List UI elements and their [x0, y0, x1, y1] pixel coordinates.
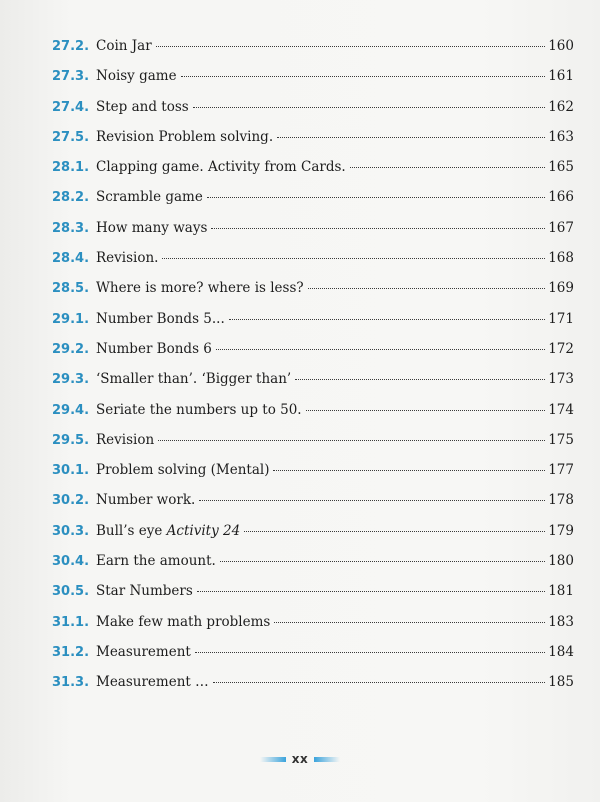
toc-entry-page: 160: [548, 38, 574, 54]
dot-leader: [197, 591, 545, 592]
toc-entry-number: 29.5.: [52, 432, 90, 448]
toc-entry-number: 29.1.: [52, 311, 90, 327]
dot-leader: [274, 622, 545, 623]
toc-entry-title: [96, 38, 152, 54]
toc-entry-page: 169: [548, 280, 574, 297]
toc-entry-title-text: Make few math problems: [96, 613, 271, 630]
toc-entry-title: [96, 583, 193, 599]
toc-entry-number: 28.4.: [52, 251, 90, 267]
toc-entry-title-text: Revision: [96, 431, 155, 448]
toc-entry-number: 30.4.: [52, 554, 90, 570]
toc-entry: [52, 523, 574, 553]
toc-entry-page: 166: [548, 189, 574, 206]
toc-entry-number: 30.1.: [52, 463, 90, 479]
page-footer: [0, 752, 600, 766]
dot-leader: [220, 561, 545, 562]
footer-bar-left: [260, 757, 286, 762]
dot-leader: [199, 500, 545, 501]
toc-entry-title: [96, 311, 225, 327]
toc-entry-title-text: Measurement …: [96, 674, 209, 691]
toc-entry: [52, 644, 574, 674]
toc-entry-title-text: How many ways: [96, 219, 208, 236]
toc-entry-title-text: Number work.: [96, 492, 196, 509]
page-number: xx: [291, 752, 309, 766]
toc-entry: [52, 492, 574, 522]
toc-entry-page: 178: [548, 492, 574, 509]
toc-entry: [52, 311, 574, 341]
toc-entry-title: [96, 99, 189, 115]
toc-entry-page: 165: [548, 159, 574, 176]
toc-entry-title: [96, 523, 240, 539]
toc-entry-title: [96, 189, 203, 205]
dot-leader: [211, 228, 545, 229]
toc-entry-page: 175: [548, 431, 574, 448]
toc-entry: [52, 129, 574, 159]
toc-entry-number: 27.4.: [52, 99, 90, 115]
toc-entry-page: 173: [548, 371, 574, 388]
toc-entry: [52, 99, 574, 129]
toc-entry: [52, 250, 574, 280]
toc-entry-title-italic: Activity 24: [166, 522, 241, 539]
toc-entry-title-text: Seriate the numbers up to 50.: [96, 401, 302, 418]
dot-leader: [193, 107, 546, 108]
toc-entry-number: 28.3.: [52, 220, 90, 236]
toc-entry-title: [96, 553, 216, 569]
toc-entry-title: [96, 614, 270, 630]
toc-entry-title: [96, 492, 195, 508]
toc-entry-title-text: Where is more? where is less?: [96, 280, 304, 297]
dot-leader: [195, 652, 545, 653]
toc-entry-title-text: Problem solving (Mental): [96, 462, 270, 479]
toc-entry-number: 28.5.: [52, 281, 90, 297]
toc-entry-number: 27.5.: [52, 129, 90, 145]
toc-entry-page: 161: [548, 68, 574, 85]
toc-entry: [52, 371, 574, 401]
toc-entry-title: [96, 462, 269, 478]
toc-entry-page: 174: [548, 401, 574, 418]
toc-entry-page: 183: [548, 613, 574, 630]
toc-entry-number: 29.3.: [52, 372, 90, 388]
toc-entry-page: 179: [548, 522, 574, 539]
dot-leader: [213, 682, 546, 683]
footer-bar-right: [314, 757, 340, 762]
toc-entry-title: [96, 68, 177, 84]
toc-entry-page: 163: [548, 128, 574, 145]
toc-entry-title-text: Bull’s eye: [96, 522, 163, 539]
dot-leader: [350, 167, 546, 168]
toc-entry-title-text: Revision.: [96, 250, 159, 267]
toc-entry-title-text: Measurement: [96, 643, 191, 660]
toc-entry-page: 162: [548, 98, 574, 115]
toc-entry-title-text: Earn the amount.: [96, 553, 216, 570]
dot-leader: [306, 410, 546, 411]
toc-entry: [52, 674, 574, 704]
toc-entry: [52, 189, 574, 219]
dot-leader: [295, 379, 545, 380]
toc-entry: [52, 402, 574, 432]
toc-entry-title: [96, 341, 212, 357]
toc-entry-page: 177: [548, 462, 574, 479]
toc-entry-number: 30.5.: [52, 584, 90, 600]
toc-entry-title: [96, 159, 346, 175]
toc-entry-page: 180: [548, 553, 574, 570]
dot-leader: [162, 258, 545, 259]
dot-leader: [229, 319, 545, 320]
toc-entry: [52, 462, 574, 492]
toc-entry-page: 185: [548, 674, 574, 691]
toc-entry-number: 27.3.: [52, 69, 90, 85]
toc-entry-title-text: Star Numbers: [96, 583, 193, 600]
toc-entry-title: [96, 220, 207, 236]
toc-entry-page: 168: [548, 250, 574, 267]
toc-entry-number: 27.2.: [52, 39, 90, 54]
dot-leader: [156, 46, 546, 47]
dot-leader: [181, 76, 546, 77]
toc-entry-title-text: Revision Problem solving.: [96, 128, 274, 145]
toc-entry: [52, 68, 574, 98]
toc-entry-page: 172: [548, 340, 574, 357]
toc-entry-title-text: Step and toss: [96, 98, 189, 115]
toc-entry: [52, 432, 574, 462]
toc-entry-number: 30.3.: [52, 523, 90, 539]
toc-entry-number: 30.2.: [52, 493, 90, 509]
toc-entry: [52, 220, 574, 250]
toc-entry-number: 31.1.: [52, 614, 90, 630]
toc-entry: [52, 159, 574, 189]
toc-entry-number: 28.2.: [52, 190, 90, 206]
toc-entry-title-text: Coin Jar: [96, 38, 152, 54]
toc-entry-number: 28.1.: [52, 160, 90, 176]
toc-entry: [52, 341, 574, 371]
toc-entry-title-text: Scramble game: [96, 189, 203, 206]
dot-leader: [273, 470, 545, 471]
toc-entry-title-text: Clapping game. Activity from Cards.: [96, 159, 346, 176]
dot-leader: [244, 531, 545, 532]
dot-leader: [207, 197, 545, 198]
toc-entry-title-text: ‘Smaller than’. ‘Bigger than’: [96, 371, 292, 388]
toc-entry-title: [96, 250, 158, 266]
toc-entry-title: [96, 432, 154, 448]
toc-entry-title: [96, 129, 273, 145]
toc-entry-number: 29.4.: [52, 402, 90, 418]
toc-entry-title-text: Number Bonds 5...: [96, 310, 225, 327]
toc-entry-title-text: Number Bonds 6: [96, 340, 212, 357]
dot-leader: [308, 288, 546, 289]
toc-entry-title: [96, 402, 302, 418]
dot-leader: [277, 137, 545, 138]
toc-entry: [52, 614, 574, 644]
toc-entry: [52, 553, 574, 583]
dot-leader: [216, 349, 545, 350]
toc-entry-title: [96, 644, 191, 660]
toc-entry: [52, 280, 574, 310]
toc-entry-number: 31.2.: [52, 644, 90, 660]
toc-entry-title-text: Noisy game: [96, 68, 177, 85]
toc-entry-title: [96, 674, 209, 690]
table-of-contents: [52, 38, 574, 705]
toc-entry-number: 31.3.: [52, 675, 90, 691]
toc-entry-page: 167: [548, 219, 574, 236]
toc-entry-page: 171: [548, 310, 574, 327]
toc-entry-page: 181: [548, 583, 574, 600]
dot-leader: [158, 440, 545, 441]
toc-entry-page: 184: [548, 643, 574, 660]
toc-entry: [52, 583, 574, 613]
toc-entry-title: [96, 371, 291, 387]
toc-entry: [52, 38, 574, 68]
toc-entry-number: 29.2.: [52, 341, 90, 357]
toc-entry-title: [96, 280, 304, 296]
